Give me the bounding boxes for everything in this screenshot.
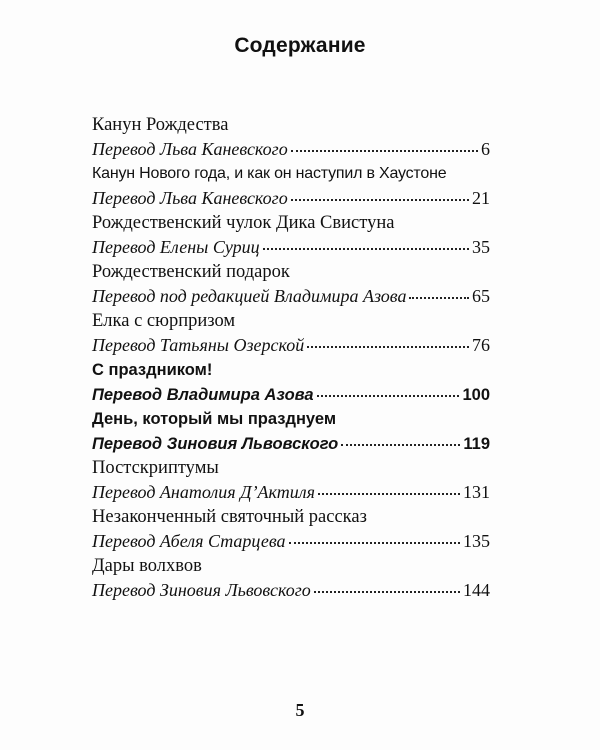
- dot-leader: [318, 480, 460, 498]
- page-number: 100: [462, 386, 490, 404]
- toc-entry: [92, 407, 490, 456]
- toc-entry: [92, 358, 490, 407]
- toc-entry: [92, 505, 490, 554]
- story-title: Канун Нового года, и как он наступил в Хаустоне: [92, 165, 447, 182]
- translation-line: [92, 235, 490, 260]
- translator: Перевод Татьяны Озерской: [92, 335, 305, 355]
- page-number: 119: [463, 435, 490, 453]
- translation-line: [92, 333, 490, 358]
- translation-line: [92, 137, 490, 162]
- translator: Перевод под редакцией Владимира Азова: [92, 286, 407, 306]
- translator: Перевод Анатолия Д’Актиля: [92, 482, 315, 502]
- page-number: 6: [481, 139, 490, 159]
- translator: Перевод Зиновия Львовского: [92, 435, 339, 453]
- story-title: Постскриптумы: [92, 458, 219, 478]
- page-number: 35: [472, 237, 490, 257]
- translation-line: [92, 578, 490, 603]
- translation-line: [92, 186, 490, 211]
- story-title: Елка с сюрпризом: [92, 311, 236, 331]
- page-footer-number: 5: [295, 700, 305, 720]
- page-number: 65: [472, 286, 490, 306]
- toc-entry: [92, 309, 490, 358]
- dot-leader: [289, 529, 460, 547]
- toc-entry: [92, 211, 490, 260]
- dot-leader: [291, 186, 469, 204]
- translation-line: [92, 431, 490, 456]
- page-number: 21: [472, 188, 490, 208]
- page-number: 131: [463, 482, 490, 502]
- translator: Перевод Елены Суриц: [92, 237, 260, 257]
- story-title: День, который мы празднуем: [92, 410, 337, 428]
- story-title: Дары волхвов: [92, 556, 202, 576]
- dot-leader: [409, 284, 469, 302]
- dot-leader: [314, 578, 460, 596]
- dot-leader: [307, 333, 469, 351]
- dot-leader: [263, 235, 469, 253]
- table-of-contents: [92, 113, 490, 603]
- translator: Перевод Зиновия Львовского: [92, 580, 311, 600]
- dot-leader: [317, 382, 460, 400]
- translator: Перевод Льва Каневского: [92, 139, 288, 159]
- story-title: Рождественский подарок: [92, 262, 290, 282]
- page-number: 76: [472, 335, 490, 355]
- translator: Перевод Льва Каневского: [92, 188, 288, 208]
- story-title: Незаконченный святочный рассказ: [92, 507, 367, 527]
- translation-line: [92, 529, 490, 554]
- story-title: Канун Рождества: [92, 115, 229, 135]
- toc-entry: [92, 456, 490, 505]
- toc-entry: [92, 162, 490, 211]
- story-title: С праздником!: [92, 361, 213, 379]
- dot-leader: [291, 137, 478, 155]
- toc-entry: [92, 554, 490, 603]
- page-number: 135: [463, 531, 490, 551]
- translation-line: [92, 480, 490, 505]
- toc-entry: [92, 260, 490, 309]
- page-number: 144: [463, 580, 490, 600]
- toc-entry: [92, 113, 490, 162]
- story-title: Рождественский чулок Дика Свистуна: [92, 213, 395, 233]
- translation-line: [92, 382, 490, 407]
- translator: Перевод Владимира Азова: [92, 386, 314, 404]
- translator: Перевод Абеля Старцева: [92, 531, 286, 551]
- page-title: Содержание: [234, 34, 366, 57]
- dot-leader: [341, 431, 460, 449]
- translation-line: [92, 284, 490, 309]
